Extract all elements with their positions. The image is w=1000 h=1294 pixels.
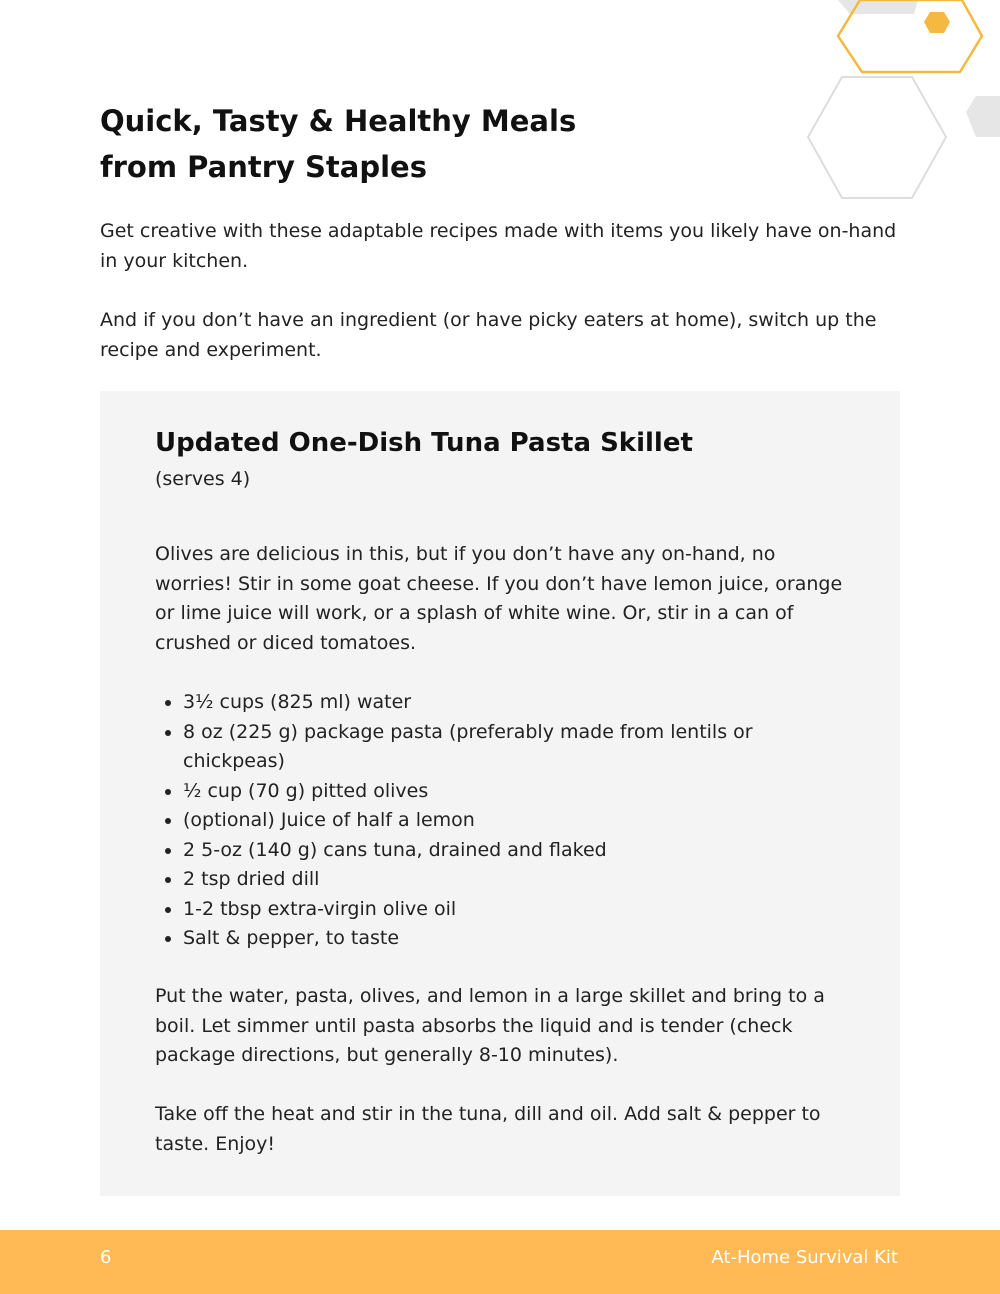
page-number: 6 [100, 1247, 112, 1268]
recipe-serves: (serves 4) [155, 468, 251, 490]
hexagon-shape [808, 77, 946, 198]
ingredient-item: • 2 5-oz (140 g) cans tuna, drained and flaked [183, 836, 845, 866]
ingredient-item: • 3½ cups (825 ml) water [183, 688, 845, 718]
ingredient-item: • (optional) Juice of half a lemon [183, 806, 845, 836]
recipe-note: Olives are delicious in this, but if you don’t have any on-hand, no worries! Stir in some goat cheese. If you don’t have lemon juice, orange or lime juice will work, or a splash of white wine. Or, stir in a can of crushed or diced tomatoes. [155, 543, 843, 654]
recipe-step: Put the water, pasta, olives, and lemon in a large skillet and bring to a boil. Let simmer until pasta absorbs the liquid and is tender (check package directions, but generally 8-10 minutes). [155, 985, 825, 1066]
hexagon-shape [924, 12, 950, 33]
ingredient-item: • 2 tsp dried dill [183, 865, 845, 895]
hexagon-decoration [780, 0, 1000, 210]
recipe-step: Take off the heat and stir in the tuna, dill and oil. Add salt & pepper to taste. Enjoy! [155, 1103, 821, 1155]
ingredient-list [155, 688, 845, 954]
footer-document-title: At-Home Survival Kit [711, 1247, 898, 1268]
recipe-title: Updated One-Dish Tuna Pasta Skillet [155, 428, 693, 458]
ingredient-item: • ½ cup (70 g) pitted olives [183, 777, 845, 807]
recipe-card [100, 391, 900, 1196]
intro-paragraph: Get creative with these adaptable recipes made with items you likely have on-hand in your kitchen. [100, 220, 897, 272]
footer-bar [0, 1230, 1000, 1294]
ingredient-item: • 8 oz (225 g) package pasta (preferably made from lentils or chickpeas) [183, 718, 845, 777]
ingredient-item: • Salt & pepper, to taste [183, 924, 845, 954]
intro-paragraph: And if you don’t have an ingredient (or have picky eaters at home), switch up the recipe and experiment. [100, 309, 877, 361]
hexagon-shape [838, 0, 918, 14]
page-title [100, 98, 720, 190]
page-title-line-2: from Pantry Staples [100, 150, 427, 184]
hexagon-shape [966, 96, 1000, 137]
page-title-line-1: Quick, Tasty & Healthy Meals [100, 104, 577, 138]
ingredient-item: • 1-2 tbsp extra-virgin olive oil [183, 895, 845, 925]
